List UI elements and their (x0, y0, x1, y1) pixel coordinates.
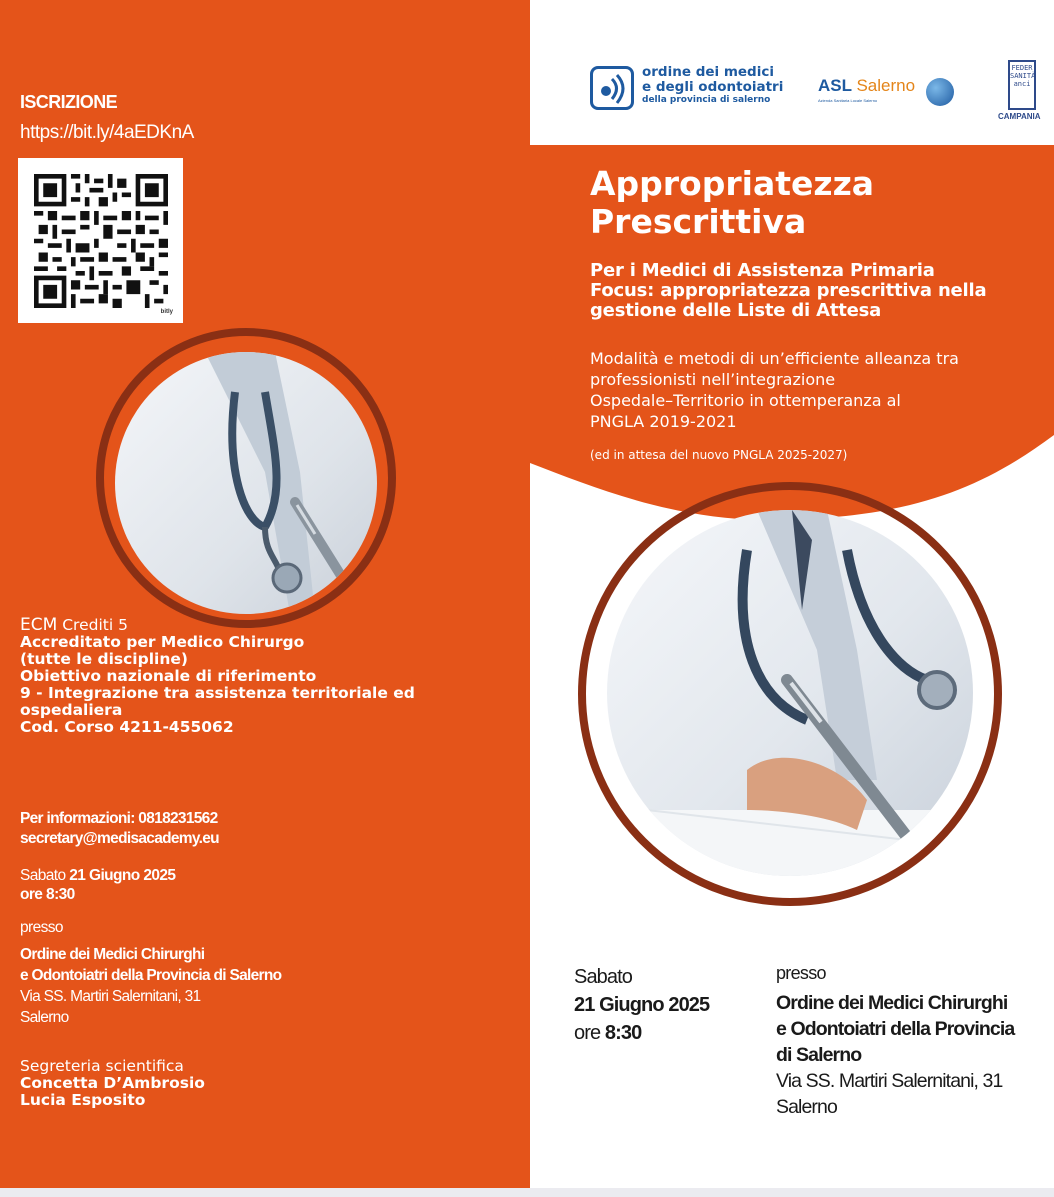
page-title (590, 165, 874, 241)
qr-brand-label: bitly (160, 309, 173, 315)
asl-subtitle: Azienda Sanitaria Locale Salerno (818, 98, 878, 103)
asl-salerno: Salerno (856, 76, 916, 95)
fed-line: SANITÀ (1010, 72, 1036, 80)
venue-right-address: Via SS. Martiri Salernitani, 31 (776, 1070, 1003, 1092)
ecm-credits: Crediti 5 (62, 616, 128, 634)
event-time: 8:30 (46, 886, 75, 903)
event-time-prefix: ore (20, 886, 43, 903)
info-email[interactable]: secretary@medisacademy.eu (20, 830, 219, 847)
photo-ring-right (578, 482, 1002, 906)
subtitle-line2: Focus: appropriatezza prescrittiva nella (590, 280, 987, 301)
ecm-line: Obiettivo nazionale di riferimento (20, 667, 317, 685)
secretariat-label: Segreteria scientifica (20, 1057, 184, 1075)
event-date: 21 Giugno 2025 (69, 867, 176, 884)
venue-right-line1: Ordine dei Medici Chirurghi (776, 992, 1008, 1014)
page-subtitle (590, 261, 986, 321)
secretariat-name: Concetta D’Ambrosio (20, 1074, 205, 1092)
ecm-heading (20, 617, 415, 634)
title-line1: Appropriatezza (590, 164, 875, 203)
subtitle-line1: Per i Medici di Assistenza Primaria (590, 260, 935, 281)
federsanita-logo (1008, 60, 1036, 110)
qr-code[interactable] (18, 158, 183, 323)
desc-line3: Ospedale–Territorio in ottemperanza al (590, 391, 901, 410)
desc-line2: professionisti nell’integrazione (590, 370, 836, 389)
ecm-line: 9 - Integrazione tra assistenza territoriale ed (20, 684, 415, 702)
presso-label-left: presso (20, 919, 63, 936)
omceo-logo-icon (590, 66, 634, 110)
fed-line: FEDER (1011, 64, 1033, 72)
desc-line4: PNGLA 2019-2021 (590, 412, 737, 431)
bottom-strip (0, 1188, 1054, 1197)
venue-right (776, 990, 1014, 1120)
venue-right-line2: e Odontoiatri della Provincia (776, 1018, 1015, 1040)
ecm-line: ospedaliera (20, 701, 123, 719)
photo-ring-left (96, 328, 396, 628)
desc-line1: Modalità e metodi di un’efficiente alleanza tra (590, 349, 959, 368)
registration-link[interactable]: https://bit.ly/4aEDKnA (20, 122, 194, 143)
globe-icon (926, 78, 954, 106)
asl-label: ASL (818, 76, 852, 95)
fed-line: anci (1013, 80, 1031, 88)
asl-logo-text (818, 76, 915, 96)
ecm-line: Accreditato per Medico Chirurgo (20, 633, 305, 651)
event-date-right-value: 21 Giugno 2025 (574, 994, 710, 1016)
omceo-line1: ordine dei medici (642, 64, 774, 80)
ecm-course-code: Cod. Corso 4211-455062 (20, 718, 234, 736)
event-time-prefix-right: ore (574, 1022, 601, 1044)
registration-title: ISCRIZIONE (20, 92, 118, 112)
event-day-right: Sabato (574, 966, 632, 988)
contact-info (20, 809, 219, 849)
venue-name-line1: Ordine dei Medici Chirurghi (20, 946, 205, 963)
venue-right-line3: di Salerno (776, 1044, 862, 1066)
info-phone[interactable]: Per informazioni: 0818231562 (20, 810, 218, 827)
ecm-info (20, 617, 415, 736)
event-date-right (574, 963, 709, 1047)
sponsor-logos (590, 60, 1054, 120)
venue-left (20, 944, 281, 1028)
presso-label-right: presso (776, 963, 826, 983)
description-note: (ed in attesa del nuovo PNGLA 2025-2027) (590, 448, 848, 462)
campania-label: CAMPANIA (998, 112, 1041, 121)
venue-right-city: Salerno (776, 1096, 837, 1118)
description (590, 348, 959, 432)
scientific-secretariat (20, 1058, 205, 1109)
venue-city: Salerno (20, 1009, 69, 1026)
secretariat-name: Lucia Esposito (20, 1091, 146, 1109)
title-line2: Prescrittiva (590, 202, 807, 241)
omceo-logo-text (642, 65, 783, 106)
ecm-label: ECM (20, 615, 58, 635)
omceo-line3: della provincia di salerno (642, 95, 771, 105)
venue-name-line2: e Odontoiatri della Provincia di Salerno (20, 967, 282, 984)
event-date-left (20, 866, 175, 904)
omceo-line2: e degli odontoiatri (642, 79, 784, 95)
subtitle-line3: gestione delle Liste di Attesa (590, 300, 882, 321)
ecm-line: (tutte le discipline) (20, 650, 188, 668)
qr-code-graphic (34, 174, 168, 308)
event-day: Sabato (20, 867, 66, 884)
venue-address: Via SS. Martiri Salernitani, 31 (20, 988, 201, 1005)
event-time-right: 8:30 (604, 1022, 642, 1044)
